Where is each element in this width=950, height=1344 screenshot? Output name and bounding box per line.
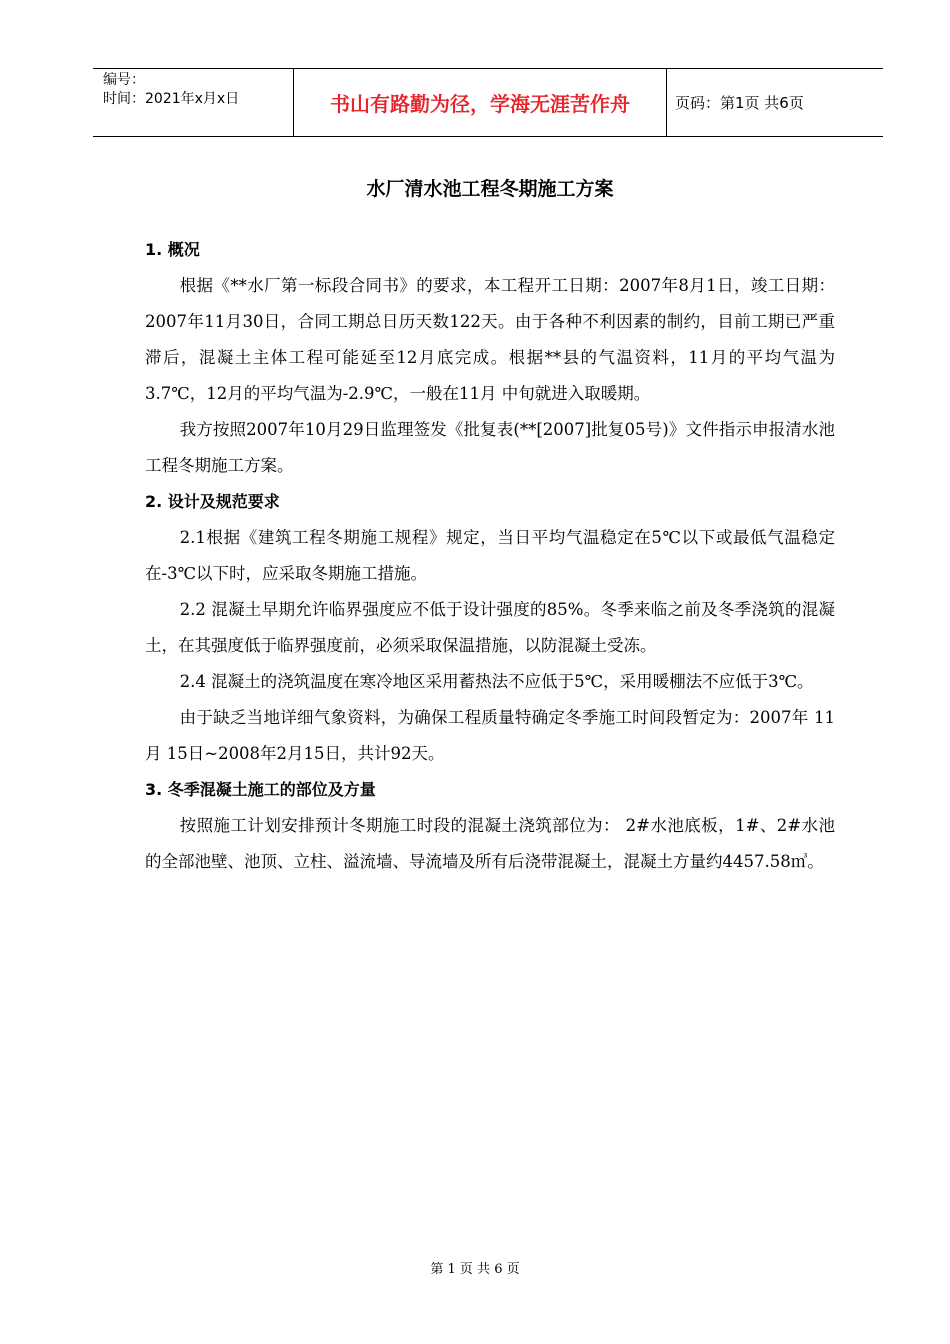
header-meta-cell — [93, 69, 294, 136]
section-heading: 3. 冬季混凝土施工的部位及方量 — [145, 780, 376, 799]
motto-text: 书山有路勤为径，学海无涯苦作舟 — [330, 92, 630, 116]
section-winter-concrete — [145, 772, 835, 880]
paragraph: 由于缺乏当地详细气象资料，为确保工程质量特确定冬季施工时间段暂定为：2007年 11月 15日~2008年2月15日，共计92天。 — [145, 708, 835, 763]
paragraph: 按照施工计划安排预计冬期施工时段的混凝土浇筑部位为： 2#水池底板，1#、2#水池的全部池壁、池顶、立柱、溢流墙、导流墙及所有后浇带混凝土，混凝土方量约4457.58㎥。 — [145, 816, 835, 871]
page-info-text: 页码：第1页 共6页 — [675, 94, 804, 112]
paragraph: 我方按照2007年10月29日监理签发《批复表(**[2007]批复05号)》文件指示申报清水池工程冬期施工方案。 — [145, 420, 835, 475]
document-body — [145, 232, 835, 880]
number-label: 编号： — [103, 72, 145, 88]
paragraph: 2.4 混凝土的浇筑温度在寒冷地区采用蓄热法不应低于5℃，采用暖棚法不应低于3℃。 — [179, 672, 814, 691]
paragraph: 2.2 混凝土早期允许临界强度应不低于设计强度的85%。冬季来临之前及冬季浇筑的混凝土，在其强度低于临界强度前，必须采取保温措施，以防混凝土受冻。 — [145, 600, 835, 655]
section-heading: 1. 概况 — [145, 240, 200, 259]
section-overview — [145, 232, 835, 484]
header-table — [93, 68, 883, 137]
section-design-requirements — [145, 484, 835, 772]
document-title: 水厂清水池工程冬期施工方案 — [366, 178, 614, 200]
section-heading: 2. 设计及规范要求 — [145, 492, 280, 511]
motto-cell — [294, 69, 667, 136]
time-label: 时间：2021年x月x日 — [103, 91, 240, 107]
page-footer: 第 1 页 共 6 页 — [430, 1262, 520, 1277]
page-info-cell — [667, 69, 883, 136]
paragraph: 根据《**水厂第一标段合同书》的要求，本工程开工日期：2007年8月1日，竣工日期：2007年11月30日，合同工期总日历天数122天。由于各种不利因素的制约，目前工期已严重滞后，混凝土主体工程可能延至12月底完成。根据**县的气温资料，11月的平均气温为3.7℃，12月的平均气温为-2.9℃，一般在11月 中旬就进入取暖期。 — [145, 276, 835, 403]
paragraph: 2.1根据《建筑工程冬期施工规程》规定，当日平均气温稳定在5℃以下或最低气温稳定在-3℃以下时，应采取冬期施工措施。 — [145, 528, 835, 583]
